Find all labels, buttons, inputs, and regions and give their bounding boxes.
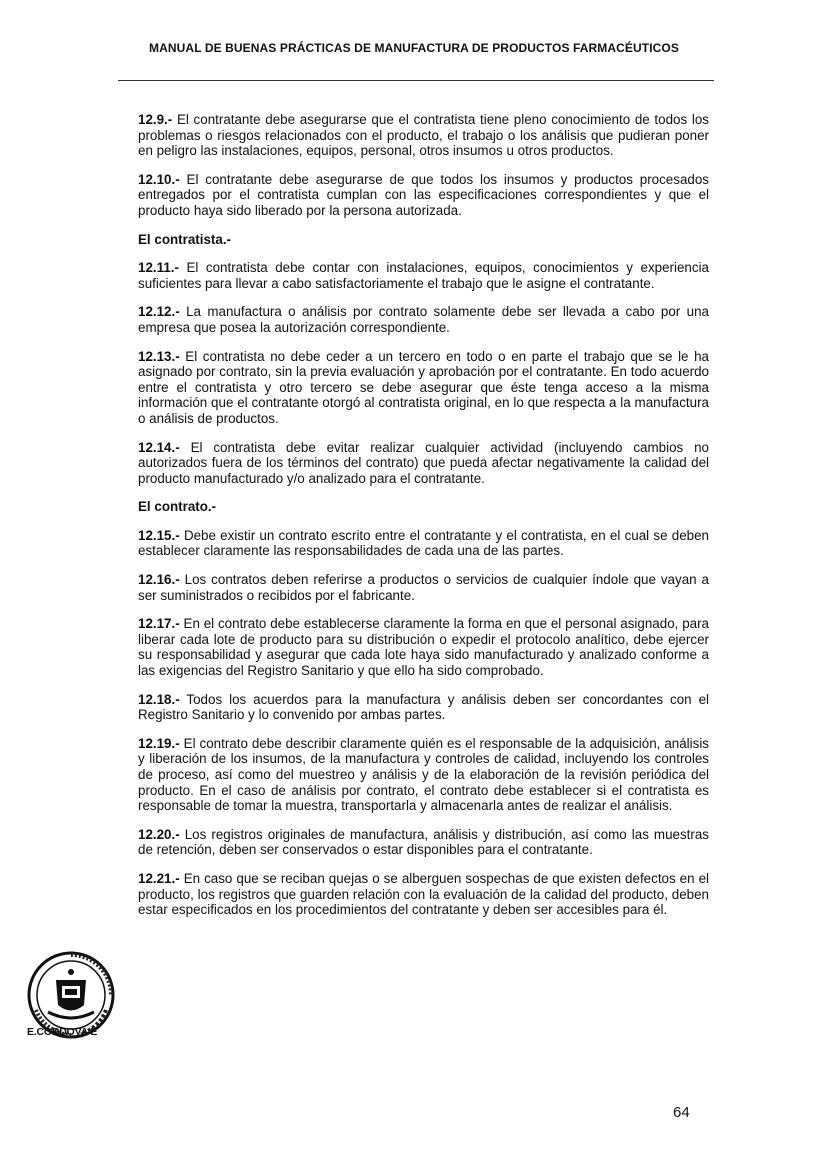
header-divider [118,80,714,81]
page-header-title: MANUAL DE BUENAS PRÁCTICAS DE MANUFACTURA DE PRODUCTOS FARMACÉUTICOS [149,41,679,55]
section-number: 12.16.- [138,572,180,588]
section-text: Debe existir un contrato escrito entre el contratante y el contratista, en el cual se deben establecer claramente las responsabilidades de cada una de las partes. [138,527,709,559]
section-number: 12.12.- [138,304,180,320]
section-number: 12.11.- [138,260,179,276]
paragraph-12-15 [138,528,709,559]
section-number: 12.17.- [138,616,180,632]
paragraph-12-20 [138,827,709,858]
section-number: 12.21.- [138,870,180,886]
section-text: El contratante debe asegurarse que el contratista tiene pleno conocimiento de todos los problemas o riesgos relacionados con el producto, el trabajo o los análisis que pudieran poner en peligro las instalaciones, equipos, personal, otros insumos u otros productos. [138,112,709,159]
paragraph-12-18 [138,692,709,723]
section-text: El contrato debe describir claramente quién es el responsable de la adquisición, análisis y liberación de los insumos, de la manufactura y controles de calidad, incluyendo los controles de proceso, así como del muestreo y análisis y de la elaboración de la revisión periódica del producto. En el caso de análisis por contrato, el contrato debe establecer si el contratista es responsable de tomar la muestra, transportarla y almacenarla antes de realizar el análisis. [138,735,709,814]
section-text: El contratante debe asegurarse de que todos los insumos y productos procesados entregados por el contratista cumplan con las especificaciones correspondientes y que el producto haya sido liberado por la persona autorizada. [138,171,709,218]
section-text: En caso que se reciban quejas o se alberguen sospechas de que existen defectos en el producto, los registros que guarden relación con la evaluación de la calidad del producto, deben estar especificados en los procedimientos del contratante y deben ser accesibles para él. [138,870,709,918]
paragraph-12-10 [138,172,709,219]
paragraph-12-19 [138,736,709,814]
section-number: 12.9.- [138,112,173,127]
section-text: En el contrato debe establecerse claramente la forma en que el personal asignado, para liberar cada lote de producto para su distribución o expedir el protocolo analítico, debe ejercer su responsabilidad y asegurar que cada lote haya sido manufacturado y analizado conforme a las exigencias del Registro Sanitario y que ello ha sido comprobado. [138,616,709,679]
section-text: Los contratos deben referirse a productos o servicios de cualquier índole que vayan a ser suministrados o recibidos por el fabricante. [138,572,709,603]
stamp-signature-name: E.CÓRDOVA E [27,1026,98,1038]
section-text: Todos los acuerdos para la manufactura y análisis deben ser concordantes con el Registro Sanitario y lo convenido por ambas partes. [138,691,709,723]
section-number: 12.19.- [138,735,180,751]
section-number: 12.13.- [138,348,180,364]
paragraph-12-9 [138,112,709,159]
section-text: El contratista no debe ceder a un tercero en todo o en parte el trabajo que se le ha asignado por contrato, sin la previa evaluación y aprobación por el contratante. En todo acuerdo entre el contratista y otro tercero se debe asegurar que éste tenga acceso a la misma información que el contratante otorgó al contratista original, en lo que respecta a la manufactura o análisis de productos. [138,348,709,426]
page-number: 64 [673,1104,690,1121]
paragraph-12-14 [138,440,709,487]
heading-contrato: El contrato.- [138,499,217,515]
section-text: El contratista debe evitar realizar cualquier actividad (incluyendo cambios no autorizados fuera de los términos del contrato) que pueda afectar negativamente la calidad del producto manufacturado y/o analizado para el contratante. [138,439,709,486]
section-text: El contratista debe contar con instalaciones, equipos, conocimientos y experiencia suficientes para llevar a cabo satisfactoriamente el trabajo que le asigne el contratante. [138,260,709,291]
section-text: La manufactura o análisis por contrato solamente debe ser llevada a cabo por una empresa que posea la autorización correspondiente. [138,304,709,335]
heading-contratista: El contratista.- [138,231,232,247]
paragraph-12-16 [138,572,709,603]
paragraph-12-12 [138,304,709,335]
section-number: 12.15.- [138,527,180,543]
section-number: 12.18.- [138,691,180,707]
paragraph-12-21 [138,871,709,918]
section-number: 12.20.- [138,826,180,842]
document-body [138,112,709,931]
section-number: 12.10.- [138,171,180,187]
paragraph-12-17 [138,616,709,678]
paragraph-12-11 [138,260,709,291]
section-number: 12.14.- [138,439,180,455]
paragraph-12-13 [138,349,709,427]
section-text: Los registros originales de manufactura, análisis y distribución, así como las muestras de retención, deben ser conservados o estar disponibles para el contratante. [138,826,709,858]
